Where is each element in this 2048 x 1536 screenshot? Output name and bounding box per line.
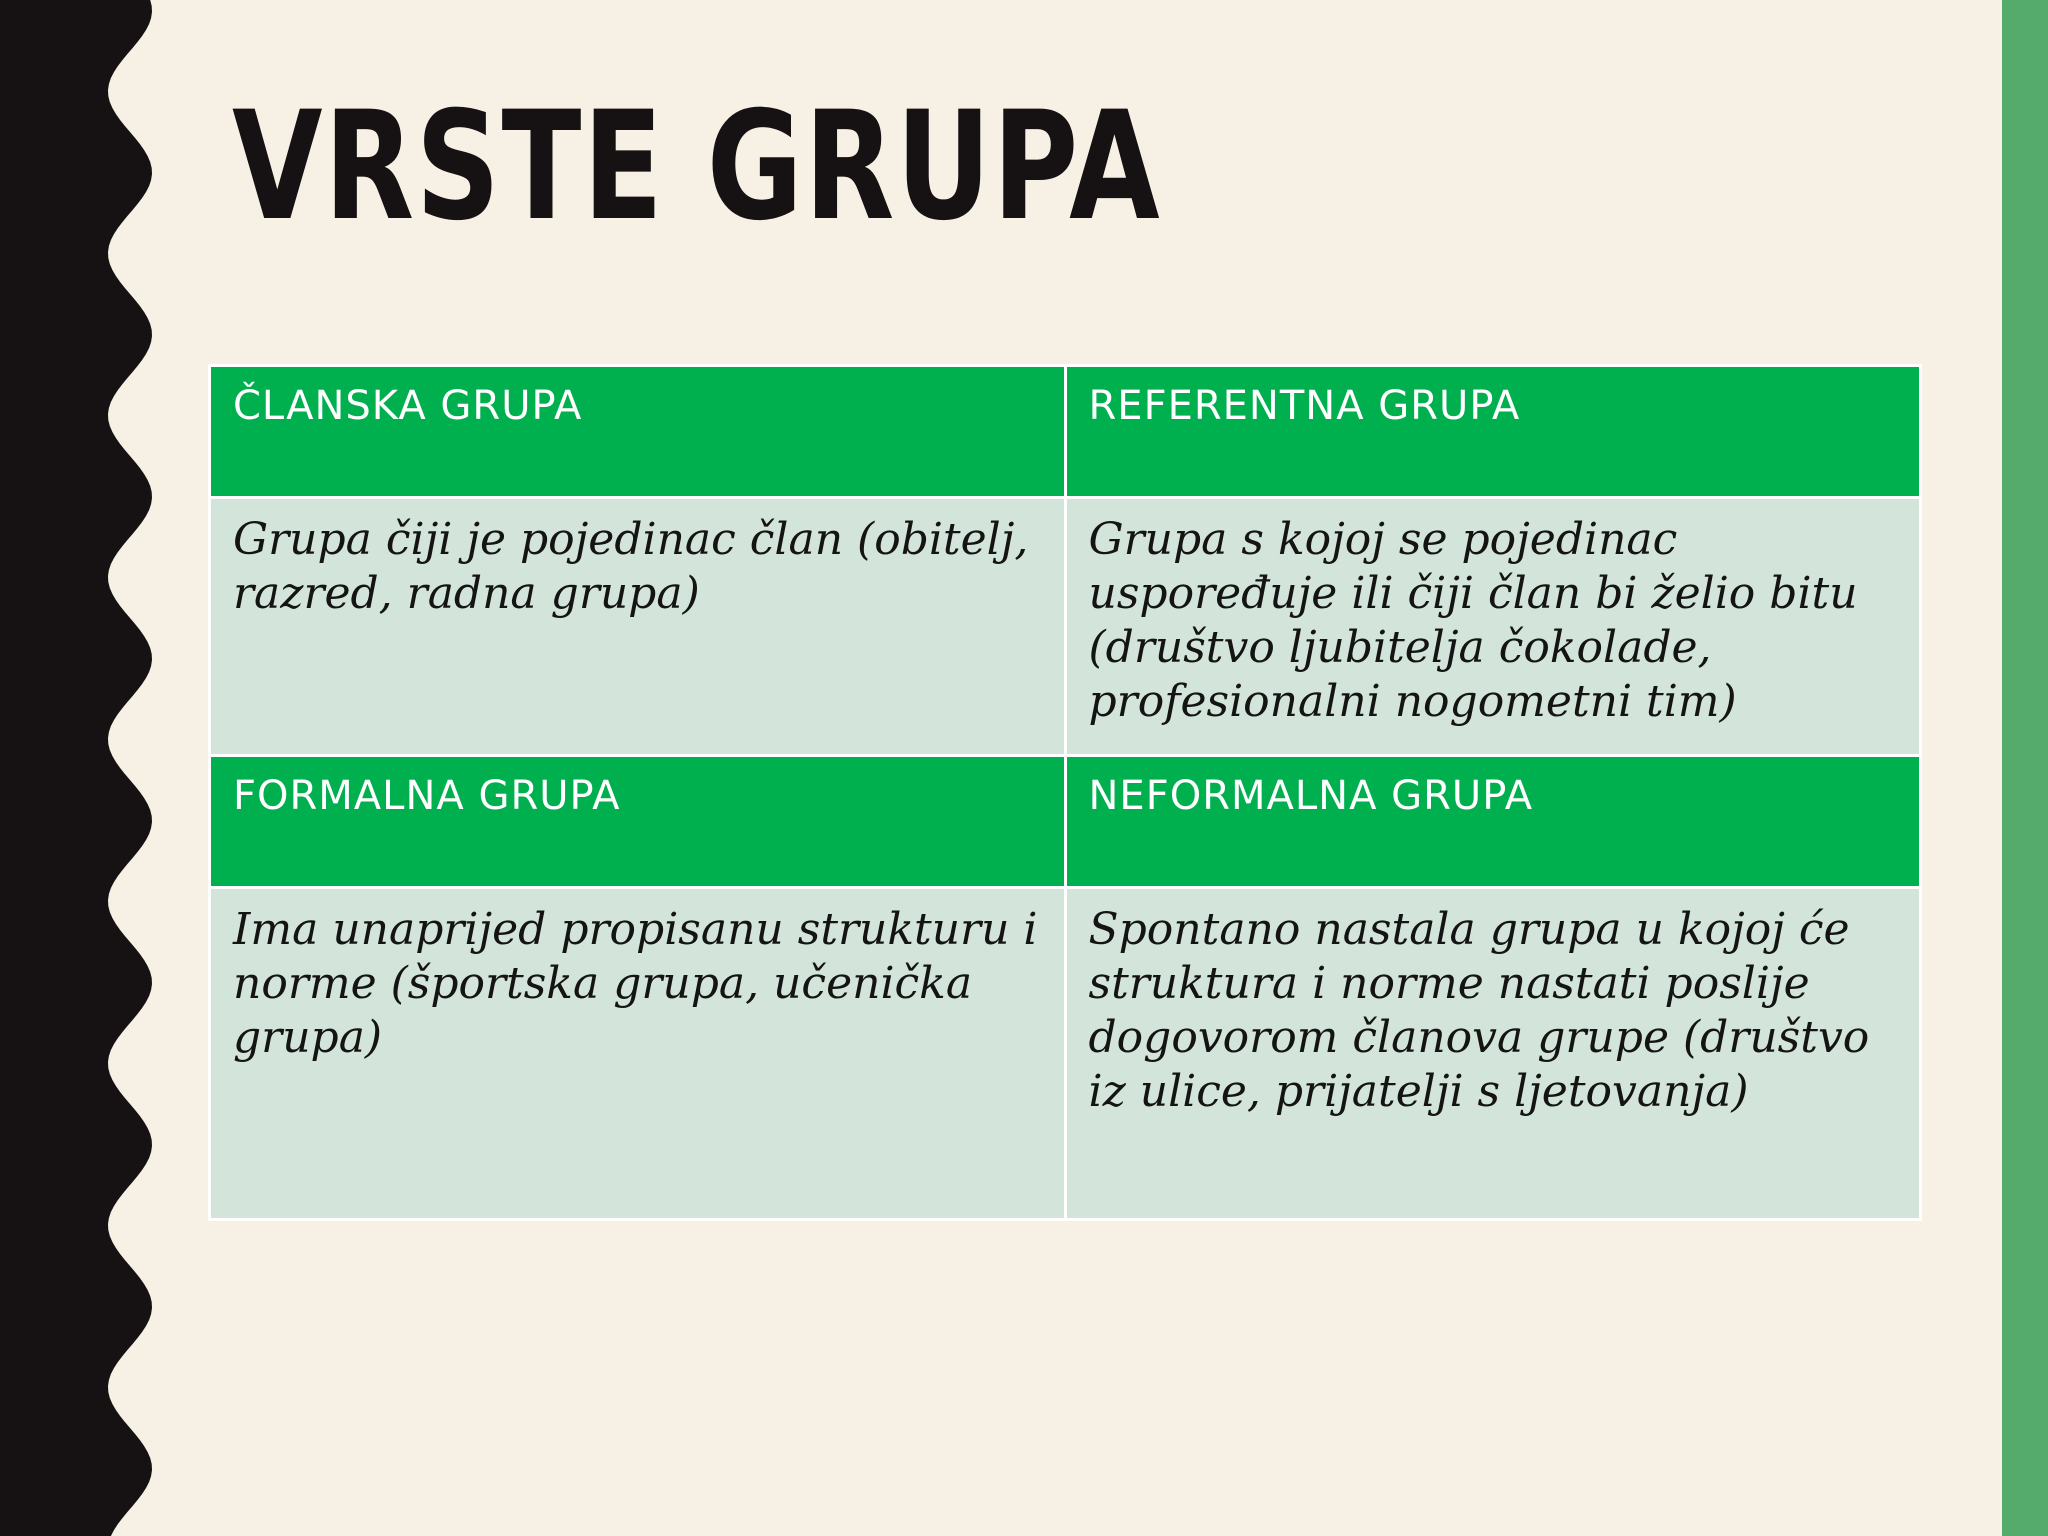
cell-formalna-description: Ima unaprijed propisanu strukturu i norme (športska grupa, učenička grupa) [210,888,1066,1220]
header-cell-formalna: FORMALNA GRUPA [210,756,1066,888]
header-cell-clanska: ČLANSKA GRUPA [210,366,1066,498]
wavy-left-band [0,0,160,1536]
table-row-header-2 [210,756,1921,888]
table-row-header-1 [210,366,1921,498]
slide-title: VRSTE GRUPA [232,80,1162,254]
group-types-table [208,364,1922,1221]
header-cell-neformalna: NEFORMALNA GRUPA [1065,756,1921,888]
cell-neformalna-description: Spontano nastala grupa u kojoj će struktura i norme nastati poslije dogovorom članova grupe (društvo iz ulice, prijatelji s ljetovanja) [1065,888,1921,1220]
cell-clanska-description: Grupa čiji je pojedinac član (obitelj, razred, radna grupa) [210,498,1066,756]
table-row-body-2 [210,888,1921,1220]
table-row-body-1 [210,498,1921,756]
right-accent-stripe [2002,0,2048,1536]
header-cell-referentna: REFERENTNA GRUPA [1065,366,1921,498]
cell-referentna-description: Grupa s kojoj se pojedinac uspoređuje ili čiji član bi želio bitu (društvo ljubitelja čokolade, profesionalni nogometni tim) [1065,498,1921,756]
